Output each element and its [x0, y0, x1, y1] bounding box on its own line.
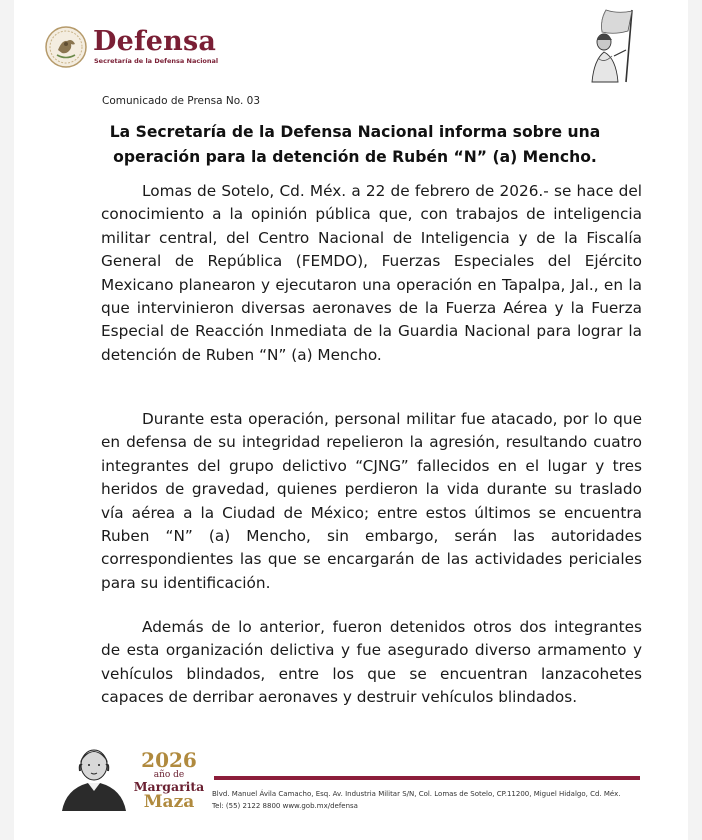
year-ano-text: año de	[153, 770, 185, 780]
defensa-logo	[45, 26, 245, 70]
paragraph-1: Lomas de Sotelo, Cd. Méx. a 22 de febrero de 2026.- se hace del conocimiento a la opinión pública que, con trabajos de inteligencia militar central, del Centro Nacional de Inteligencia y de la Fiscalía General de República (FEMDO), Fuerzas Especiales del Ejército Mexicano planearon y ejecutaron una operación en Tapalpa, Jal., en la que intervinieron diversas aeronaves de la Fuerza Aérea y la Fuerza Especial de Reacción Inmediata de la Guardia Nacional para lograr la detención de Ruben “N” (a) Mencho.	[101, 182, 642, 364]
press-release-page	[14, 0, 688, 840]
paragraph-3: Además de lo anterior, fueron detenidos otros dos integrantes de esta organización delictiva y fue asegurado diverso armamento y vehículos blindados, entre los que se encuentran lanzacohetes capaces de derribar aeronaves y destruir vehículos blindados.	[101, 618, 642, 707]
year-logo	[126, 750, 212, 811]
paragraph-2: Durante esta operación, personal militar fue atacado, por lo que en defensa de su integridad repelieron la agresión, resultando cuatro integrantes del grupo delictivo “CJNG” fallecidos en el lugar y tres heridos de gravedad, quienes perdieron la vida durante su traslado vía aérea a la Ciudad de México; entre estos últimos se encuentra Ruben “N” (a) Mencho, sin embargo, serán las autoridades correspondientes las que se encargarán de las actividades periciales para su identificación.	[101, 410, 642, 592]
footer-divider	[214, 776, 640, 780]
brand-subtitle: Secretaría de la Defensa Nacional	[94, 57, 219, 65]
eagle-seal-icon	[45, 26, 87, 68]
brand-name: Defensa	[93, 26, 217, 57]
footer-address	[212, 788, 652, 812]
address-line-1: Blvd. Manuel Ávila Camacho, Esq. Av. Industria Militar S/N, Col. Lomas de Sotelo, CP.11200, Miguel Hidalgo, Cd. Méx.	[212, 790, 621, 798]
year-text: 2026	[141, 748, 197, 772]
document-title: La Secretaría de la Defensa Nacional informa sobre una operación para la detención de Rubén “N” (a) Mencho.	[109, 123, 601, 166]
year-name-line2: Maza	[143, 792, 195, 812]
release-number: Comunicado de Prensa No. 03	[102, 95, 261, 107]
year-name-line1: Margarita	[133, 779, 205, 794]
margarita-maza-portrait	[56, 743, 128, 811]
address-line-2: Tel: (55) 2122 8800 www.gob.mx/defensa	[212, 802, 358, 810]
woman-with-flag-illustration	[574, 6, 652, 84]
